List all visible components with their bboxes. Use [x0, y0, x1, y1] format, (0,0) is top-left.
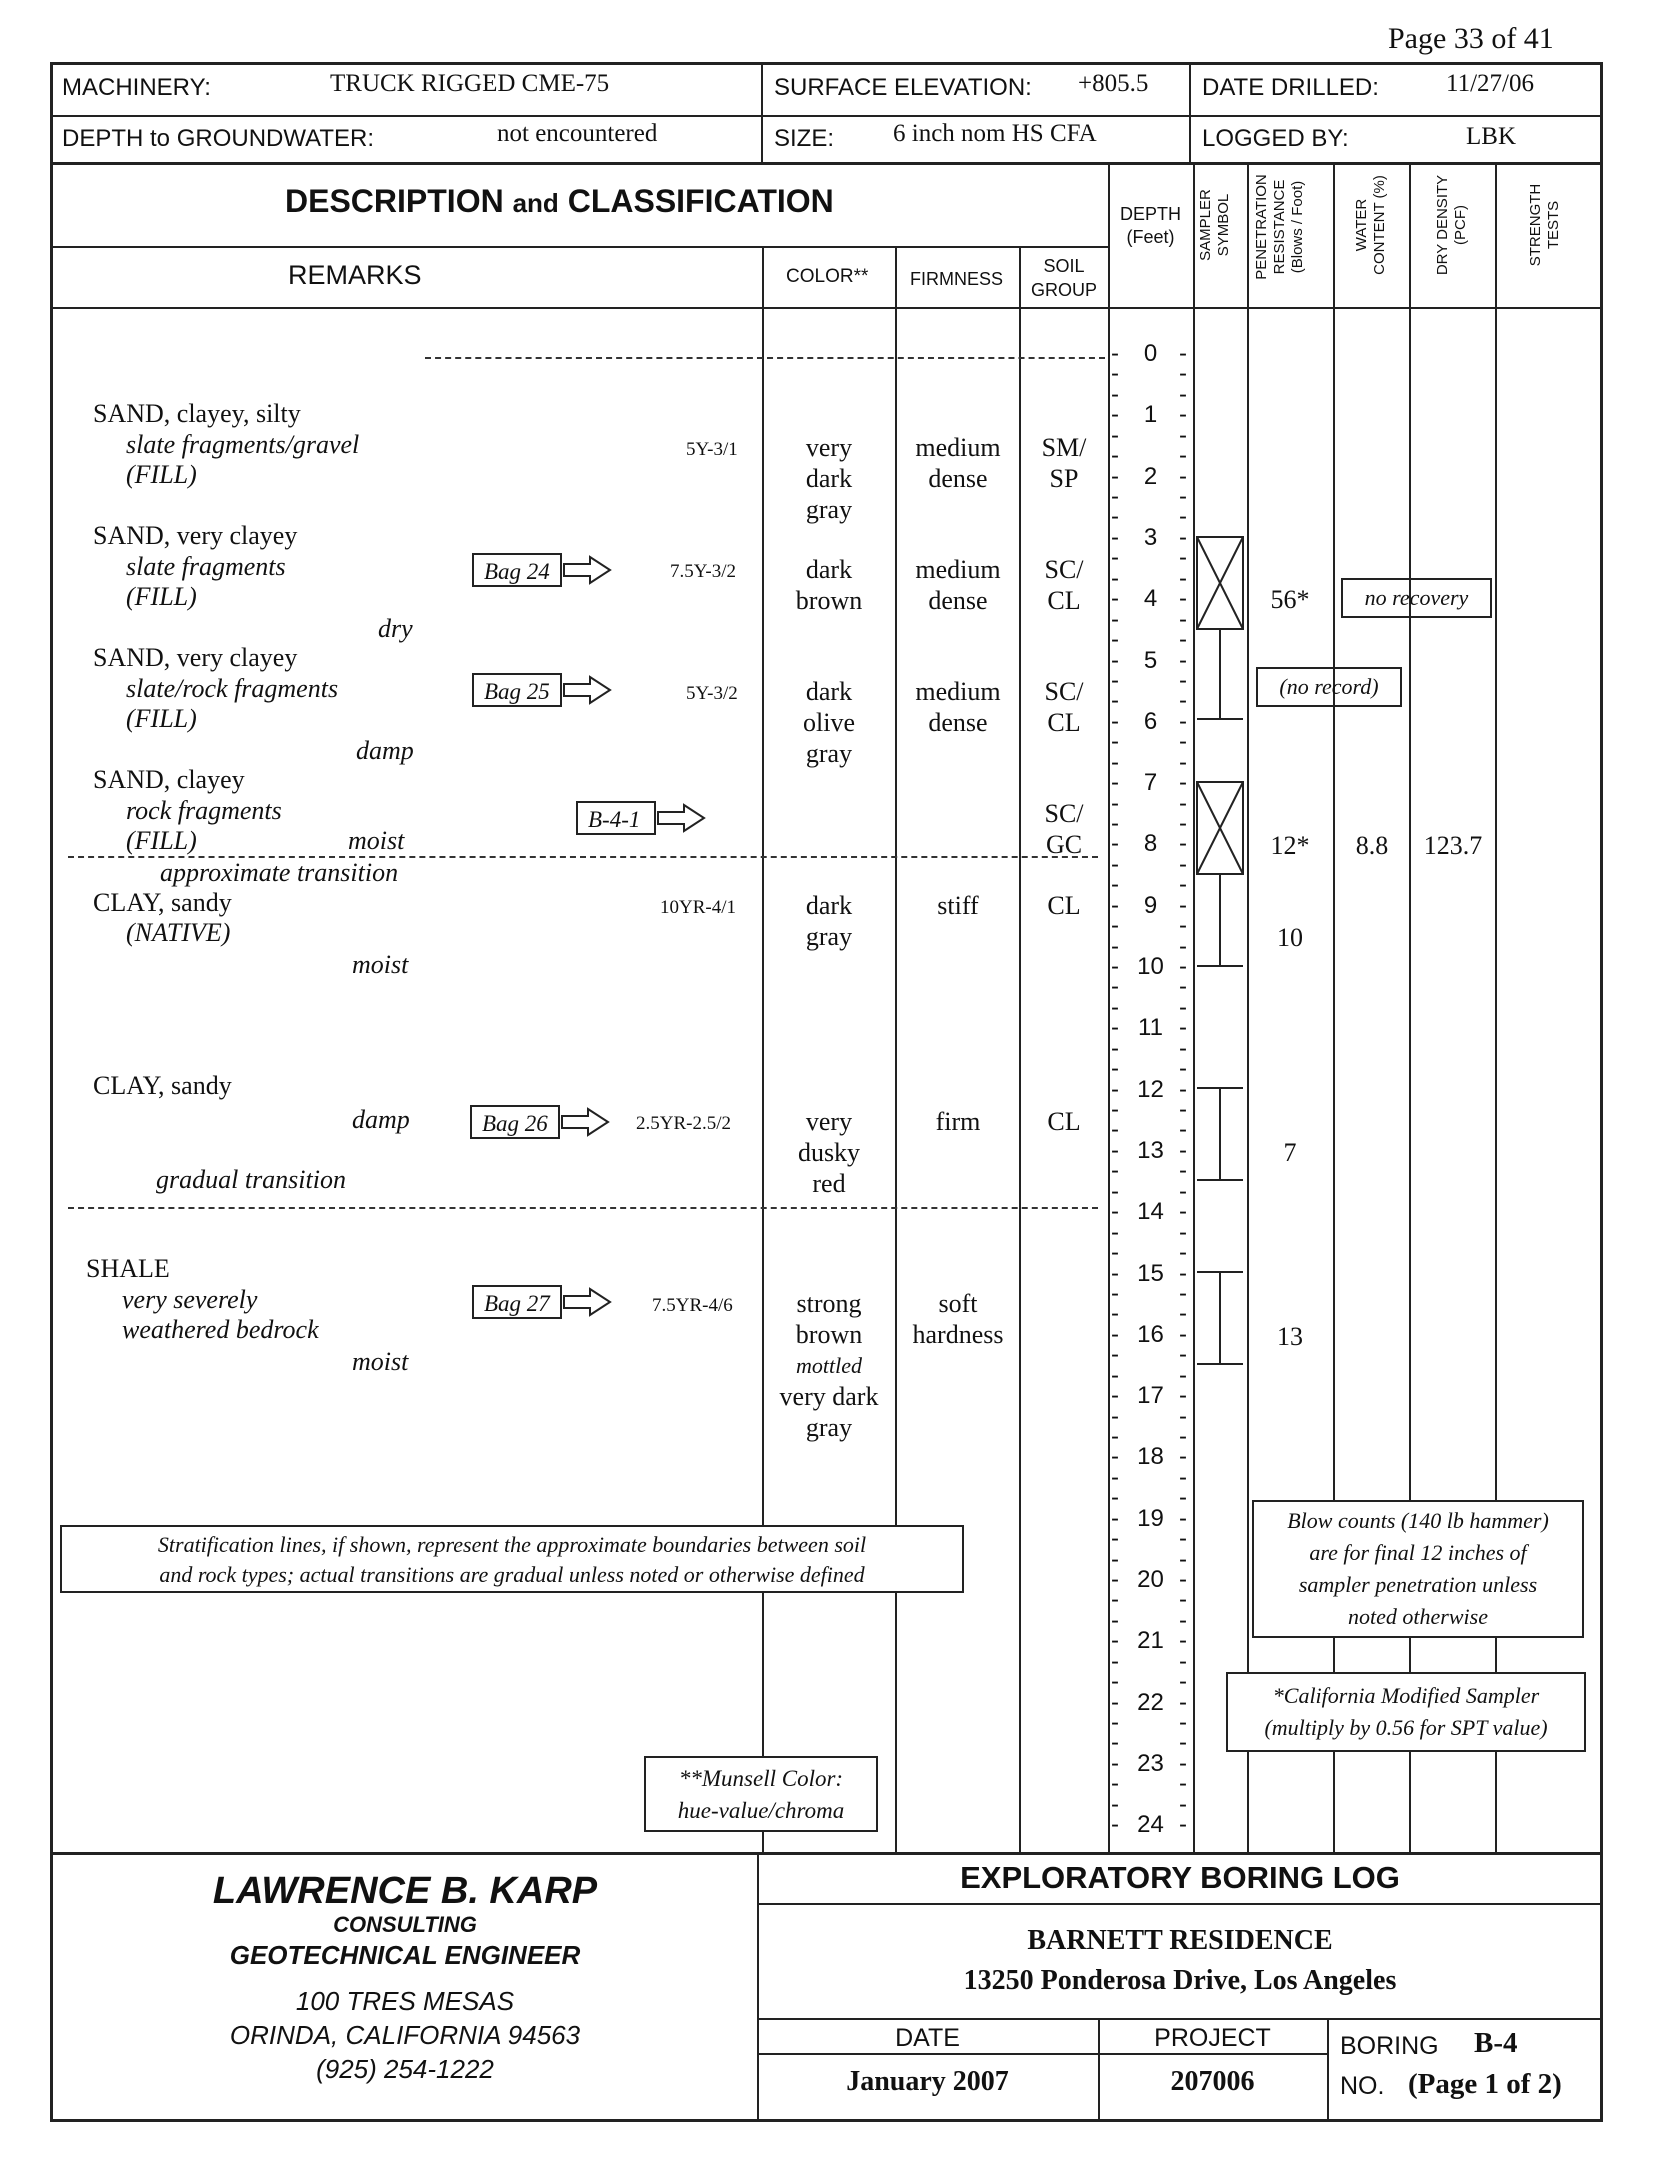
depth-tick: 13 [1137, 1136, 1164, 1164]
depth-tick-mark: - [1111, 401, 1119, 429]
date-value: January 2007 [846, 2066, 1009, 2097]
layer-3-fill: (FILL) [126, 704, 197, 733]
logged-by-value: LBK [1466, 123, 1516, 150]
depth-minor-mark: - [1179, 973, 1187, 1001]
depth-tick-mark: - [1179, 1688, 1187, 1716]
depth-minor-mark: - [1111, 993, 1119, 1021]
depth-minor-mark: - [1179, 1729, 1187, 1757]
depth-tick: 7 [1143, 769, 1158, 797]
depth-tick: 1 [1143, 401, 1158, 429]
depth-tick: 20 [1137, 1566, 1164, 1593]
layer-2-firmness: medium dense [915, 555, 1001, 615]
layer-1-fill: (FILL) [126, 460, 197, 489]
engineer-address-1: 100 TRES MESAS [295, 1986, 515, 2016]
depth-tick-mark: - [1111, 1811, 1119, 1839]
depth-tick-mark: - [1179, 707, 1187, 735]
depth-minor-mark: - [1111, 503, 1119, 531]
depth-minor-mark: - [1111, 421, 1119, 449]
depth-heading: DEPTH (Feet) [1119, 204, 1181, 247]
layer-6-group: CL [1047, 1107, 1081, 1136]
layer-4-moisture: moist [348, 826, 405, 855]
depth-tick-mark: - [1179, 646, 1187, 674]
depth-minor-mark: - [1179, 871, 1187, 899]
logged-by-label: LOGGED BY: [1202, 125, 1349, 152]
depth-minor-mark: - [1179, 1770, 1187, 1798]
depth-minor-mark: - [1111, 1463, 1119, 1491]
layer-2-name: SAND, very clayey [93, 521, 298, 550]
boring-page: (Page 1 of 2) [1408, 2068, 1562, 2100]
depth-tick: 17 [1137, 1382, 1164, 1410]
depth-minor-mark: - [1111, 544, 1119, 572]
depth-tick-mark: - [1179, 1382, 1187, 1410]
depth-minor-mark: - [1179, 912, 1187, 940]
depth-tick-mark: - [1111, 462, 1119, 490]
depth-minor-mark: - [1179, 1709, 1187, 1737]
depth-tick-mark: - [1179, 830, 1187, 858]
munsell-note: **Munsell Color: hue-value/chroma [644, 1756, 878, 1832]
depth-minor-mark: - [1179, 360, 1187, 388]
depth-minor-mark: - [1179, 1096, 1187, 1124]
engineer-phone: (925) 254-1222 [316, 2054, 494, 2084]
depth-minor-mark: - [1111, 973, 1119, 1001]
depth-tick-mark: - [1111, 1075, 1119, 1103]
depth-minor-mark: - [1111, 1239, 1119, 1267]
arrow-right-icon [562, 675, 612, 705]
depth-tick-mark: - [1179, 1320, 1187, 1348]
engineer-address-2: ORINDA, CALIFORNIA 94563 [229, 2020, 581, 2050]
depth-minor-mark: - [1179, 1239, 1187, 1267]
layer-7-detail-2: weathered bedrock [122, 1315, 319, 1344]
depth-tick-mark: - [1111, 1504, 1119, 1532]
page-number: Page 33 of 41 [1388, 22, 1554, 55]
depth-tick-mark: - [1111, 707, 1119, 735]
depth-tick-mark: - [1111, 585, 1119, 613]
depth-minor-mark: - [1111, 1341, 1119, 1369]
depth-minor-mark: - [1179, 1422, 1187, 1450]
layer-4-transition: approximate transition [160, 858, 399, 887]
depth-tick: 15 [1137, 1259, 1164, 1287]
depth-minor-mark: - [1179, 1606, 1187, 1634]
depth-minor-mark: - [1179, 564, 1187, 592]
layer-5-moisture: moist [352, 950, 409, 979]
depth-tick: 23 [1137, 1749, 1164, 1777]
depth-tick: 24 [1137, 1811, 1164, 1839]
layer-7-firmness: soft hardness [912, 1289, 1004, 1349]
layer-1-detail: slate fragments/gravel [126, 430, 360, 459]
depth-minor-mark: - [1179, 1279, 1187, 1307]
blows-16ft: 13 [1277, 1322, 1303, 1351]
depth-tick-mark: - [1111, 1566, 1119, 1593]
layer-2-moisture: dry [378, 614, 413, 643]
depth-minor-mark: - [1179, 1218, 1187, 1246]
depth-tick-mark: - [1179, 523, 1187, 551]
surface-elevation-value: +805.5 [1078, 70, 1149, 97]
depth-minor-mark: - [1111, 626, 1119, 654]
description-classification-heading: DESCRIPTION and CLASSIFICATION [285, 183, 834, 219]
depth-minor-mark: - [1111, 1177, 1119, 1205]
layer-3-name: SAND, very clayey [93, 643, 298, 672]
layer-2-detail: slate fragments [126, 552, 286, 581]
depth-minor-mark: - [1111, 728, 1119, 756]
depth-tick: 19 [1137, 1504, 1164, 1532]
layer-4-name: SAND, clayey [93, 765, 245, 794]
project-name: BARNETT RESIDENCE [1027, 1925, 1333, 1956]
depth-tick: 5 [1143, 646, 1158, 674]
depth-tick-mark: - [1111, 1749, 1119, 1777]
color-heading: COLOR** [786, 266, 869, 287]
blow-count-note: Blow counts (140 lb hammer) are for final 12 inches of sampler penetration unless noted otherwise [1252, 1500, 1584, 1638]
date-label: DATE [895, 2024, 960, 2052]
layer-4-fill: (FILL) [126, 826, 197, 855]
depth-tick: 18 [1137, 1443, 1164, 1471]
layer-1-group: SM/ SP [1041, 433, 1087, 493]
layer-7-moisture: moist [352, 1347, 409, 1376]
water-content-8ft: 8.8 [1355, 831, 1389, 860]
depth-tick: 22 [1137, 1688, 1164, 1716]
depth-minor-mark: - [1111, 1116, 1119, 1144]
depth-minor-mark: - [1111, 442, 1119, 470]
depth-tick: 9 [1143, 891, 1158, 919]
depth-minor-mark: - [1111, 666, 1119, 694]
depth-minor-mark: - [1111, 687, 1119, 715]
depth-minor-mark: - [1179, 626, 1187, 654]
depth-minor-mark: - [1179, 1055, 1187, 1083]
depth-minor-mark: - [1111, 1218, 1119, 1246]
depth-minor-mark: - [1179, 544, 1187, 572]
size-label: SIZE: [774, 125, 835, 152]
depth-tick-mark: - [1179, 1443, 1187, 1471]
layer-5-native: (NATIVE) [126, 918, 231, 947]
depth-tick-mark: - [1111, 1198, 1119, 1226]
depth-minor-mark: - [1179, 1790, 1187, 1818]
depth-minor-mark: - [1111, 1402, 1119, 1430]
depth-tick-mark: - [1111, 769, 1119, 797]
depth-minor-mark: - [1179, 421, 1187, 449]
depth-tick: 2 [1143, 462, 1158, 490]
layer-4-group: SC/ GC [1044, 799, 1084, 859]
depth-minor-mark: - [1111, 483, 1119, 511]
depth-tick: 12 [1137, 1075, 1164, 1103]
layer-4-detail: rock fragments [126, 796, 282, 825]
engineer-title: GEOTECHNICAL ENGINEER [229, 1940, 581, 1970]
depth-tick-mark: - [1111, 523, 1119, 551]
depth-minor-mark: - [1179, 932, 1187, 960]
depth-minor-mark: - [1179, 1668, 1187, 1696]
depth-tick-mark: - [1111, 340, 1119, 367]
date-drilled-value: 11/27/06 [1446, 70, 1534, 97]
boring-no-label: NO. [1340, 2072, 1385, 2100]
depth-tick-mark: - [1179, 1811, 1187, 1839]
no-record-note: (no record) [1256, 667, 1402, 707]
bag-24-tag: Bag 24 [472, 553, 612, 587]
depth-tick-mark: - [1179, 1198, 1187, 1226]
depth-tick-mark: - [1179, 585, 1187, 613]
layer-7-color: strong brown mottled very dark gray [779, 1289, 879, 1442]
engineer-consulting: CONSULTING [333, 1912, 477, 1937]
boring-label: BORING [1340, 2032, 1439, 2060]
arrow-right-icon [562, 555, 612, 585]
depth-tick-mark: - [1111, 1320, 1119, 1348]
depth-minor-mark: - [1179, 728, 1187, 756]
layer-6-munsell: 2.5YR-2.5/2 [636, 1113, 731, 1134]
depth-tick-mark: - [1111, 830, 1119, 858]
depth-minor-mark: - [1111, 1729, 1119, 1757]
bag-b41-tag: B-4-1 [576, 801, 706, 835]
layer-1-munsell: 5Y-3/1 [686, 439, 738, 460]
depth-tick: 3 [1143, 523, 1158, 551]
depth-minor-mark: - [1111, 1647, 1119, 1675]
depth-minor-mark: - [1179, 1034, 1187, 1062]
depth-minor-mark: - [1111, 1525, 1119, 1553]
groundwater-label: DEPTH to GROUNDWATER: [62, 125, 375, 152]
arrow-right-icon [656, 803, 706, 833]
date-drilled-label: DATE DRILLED: [1202, 74, 1379, 101]
depth-minor-mark: - [1111, 1709, 1119, 1737]
layer-7-name: SHALE [86, 1254, 170, 1283]
depth-minor-mark: - [1111, 1606, 1119, 1634]
depth-minor-mark: - [1111, 1484, 1119, 1512]
depth-minor-mark: - [1179, 605, 1187, 633]
depth-tick: 21 [1137, 1627, 1164, 1655]
depth-minor-mark: - [1111, 380, 1119, 408]
depth-minor-mark: - [1179, 1484, 1187, 1512]
depth-tick-mark: - [1179, 340, 1187, 367]
depth-minor-mark: - [1179, 687, 1187, 715]
depth-minor-mark: - [1179, 1647, 1187, 1675]
depth-minor-mark: - [1179, 1341, 1187, 1369]
layer-3-firmness: medium dense [915, 677, 1001, 737]
depth-tick-mark: - [1111, 1688, 1119, 1716]
blows-8ft: 12* [1270, 831, 1310, 860]
layer-6-name: CLAY, sandy [93, 1071, 232, 1100]
layer-6-moisture: damp [352, 1105, 410, 1134]
depth-tick-mark: - [1111, 1443, 1119, 1471]
depth-minor-mark: - [1179, 1525, 1187, 1553]
depth-tick-mark: - [1111, 1382, 1119, 1410]
no-recovery-note: no recovery [1341, 578, 1492, 618]
depth-minor-mark: - [1111, 1790, 1119, 1818]
layer-5-munsell: 10YR-4/1 [660, 897, 736, 918]
depth-tick: 11 [1138, 1014, 1163, 1042]
arrow-right-icon [560, 1107, 610, 1137]
depth-tick-mark: - [1179, 1136, 1187, 1164]
water-content-heading: WATER CONTENT (%) [1353, 175, 1388, 275]
depth-tick-mark: - [1179, 1259, 1187, 1287]
depth-minor-mark: - [1179, 1177, 1187, 1205]
layer-1-color: very dark gray [805, 433, 853, 524]
depth-tick-mark: - [1111, 953, 1119, 980]
penetration-heading: PENETRATION RESISTANCE (Blows / Foot) [1253, 174, 1306, 280]
depth-minor-mark: - [1111, 932, 1119, 960]
depth-minor-mark: - [1179, 789, 1187, 817]
depth-minor-mark: - [1111, 748, 1119, 776]
depth-minor-mark: - [1111, 605, 1119, 633]
depth-tick-mark: - [1179, 953, 1187, 980]
depth-minor-mark: - [1179, 1116, 1187, 1144]
depth-tick-mark: - [1179, 401, 1187, 429]
project-label: PROJECT [1154, 2024, 1271, 2052]
layer-2-munsell: 7.5Y-3/2 [670, 561, 736, 582]
layer-5-firmness: stiff [937, 891, 979, 920]
depth-minor-mark: - [1111, 1279, 1119, 1307]
project-address: 13250 Ponderosa Drive, Los Angeles [963, 1965, 1397, 1996]
california-sampler-note: *California Modified Sampler (multiply by 0.56 for SPT value) [1226, 1672, 1586, 1752]
depth-tick: 6 [1143, 707, 1158, 735]
depth-tick-mark: - [1111, 1627, 1119, 1655]
machinery-value: TRUCK RIGGED CME-75 [330, 70, 610, 97]
project-number: 207006 [1170, 2066, 1255, 2097]
depth-tick-mark: - [1179, 1627, 1187, 1655]
dry-density-heading: DRY DENSITY (PCF) [1434, 174, 1469, 276]
depth-tick-mark: - [1111, 1014, 1119, 1042]
depth-tick-mark: - [1179, 891, 1187, 919]
layer-1-name: SAND, clayey, silty [93, 399, 301, 428]
depth-tick-mark: - [1111, 1259, 1119, 1287]
depth-minor-mark: - [1111, 564, 1119, 592]
depth-minor-mark: - [1111, 1096, 1119, 1124]
depth-minor-mark: - [1179, 503, 1187, 531]
stratification-note: Stratification lines, if shown, represent the approximate boundaries between soil and rock types; actual transitions are gradual unless noted or otherwise defined [60, 1525, 964, 1593]
remarks-heading: REMARKS [288, 260, 422, 290]
groundwater-value: not encountered [497, 120, 658, 147]
machinery-label: MACHINERY: [62, 74, 211, 101]
depth-minor-mark: - [1111, 1034, 1119, 1062]
bag-26-tag: Bag 26 [470, 1105, 610, 1139]
soil-group-heading: SOIL GROUP [1030, 256, 1097, 300]
depth-minor-mark: - [1179, 666, 1187, 694]
bag-25-tag: Bag 25 [472, 673, 612, 707]
depth-minor-mark: - [1111, 360, 1119, 388]
depth-minor-mark: - [1111, 1545, 1119, 1573]
layer-2-group: SC/ CL [1044, 555, 1084, 615]
depth-tick-mark: - [1179, 1014, 1187, 1042]
layer-1-firmness: medium dense [915, 433, 1001, 493]
depth-minor-mark: - [1179, 1545, 1187, 1573]
depth-minor-mark: - [1111, 1422, 1119, 1450]
layer-6-firmness: firm [935, 1107, 981, 1136]
engineer-name: LAWRENCE B. KARP [212, 1870, 598, 1912]
depth-minor-mark: - [1179, 483, 1187, 511]
depth-tick-mark: - [1179, 769, 1187, 797]
layer-7-detail: very severely [122, 1285, 258, 1314]
layer-3-color: dark olive gray [803, 677, 855, 768]
layer-2-color: dark brown [795, 555, 863, 615]
depth-tick-mark: - [1179, 1504, 1187, 1532]
surface-elevation-label: SURFACE ELEVATION: [774, 74, 1032, 101]
depth-tick-mark: - [1179, 1749, 1187, 1777]
depth-minor-mark: - [1111, 1055, 1119, 1083]
depth-tick: 4 [1143, 585, 1158, 613]
depth-minor-mark: - [1111, 789, 1119, 817]
depth-minor-mark: - [1179, 1586, 1187, 1614]
strength-tests-heading: STRENGTH TESTS [1527, 183, 1562, 267]
depth-minor-mark: - [1179, 993, 1187, 1021]
depth-minor-mark: - [1111, 1300, 1119, 1328]
blows-13ft: 7 [1283, 1138, 1297, 1167]
depth-minor-mark: - [1179, 748, 1187, 776]
layer-3-group: SC/ CL [1044, 677, 1084, 737]
depth-tick: 0 [1143, 340, 1158, 367]
depth-tick-mark: - [1179, 1075, 1187, 1103]
layer-2-fill: (FILL) [126, 582, 197, 611]
depth-tick: 14 [1137, 1198, 1164, 1226]
log-title: EXPLORATORY BORING LOG [960, 1860, 1400, 1895]
depth-minor-mark: - [1179, 809, 1187, 837]
depth-tick: 8 [1143, 830, 1158, 858]
depth-minor-mark: - [1179, 1402, 1187, 1430]
blows-4ft: 56* [1270, 585, 1310, 614]
layer-5-color: dark gray [805, 891, 853, 951]
depth-tick-mark: - [1111, 646, 1119, 674]
firmness-heading: FIRMNESS [910, 269, 1004, 289]
depth-minor-mark: - [1111, 809, 1119, 837]
depth-minor-mark: - [1179, 1361, 1187, 1389]
boring-number: B-4 [1474, 2027, 1518, 2059]
layer-7-munsell: 7.5YR-4/6 [652, 1295, 733, 1316]
depth-minor-mark: - [1179, 442, 1187, 470]
depth-minor-mark: - [1179, 380, 1187, 408]
sampler-symbols [1193, 310, 1247, 1850]
depth-minor-mark: - [1179, 1300, 1187, 1328]
size-value: 6 inch nom HS CFA [893, 120, 1097, 147]
depth-minor-mark: - [1111, 1770, 1119, 1798]
blows-9ft: 10 [1277, 923, 1303, 952]
depth-minor-mark: - [1111, 1668, 1119, 1696]
depth-minor-mark: - [1111, 912, 1119, 940]
layer-3-moisture: damp [356, 736, 414, 765]
arrow-right-icon [562, 1287, 612, 1317]
layer-6-transition: gradual transition [156, 1165, 346, 1194]
depth-tick-mark: - [1111, 891, 1119, 919]
depth-minor-mark: - [1179, 850, 1187, 878]
layer-3-detail: slate/rock fragments [126, 674, 339, 703]
layer-6-color: very dusky red [797, 1107, 861, 1198]
depth-minor-mark: - [1111, 1586, 1119, 1614]
layer-5-group: CL [1047, 891, 1081, 920]
depth-minor-mark: - [1179, 1463, 1187, 1491]
depth-tick-mark: - [1179, 1566, 1187, 1593]
depth-minor-mark: - [1111, 871, 1119, 899]
bag-27-tag: Bag 27 [472, 1285, 612, 1319]
sampler-symbol-heading: SAMPLER SYMBOL [1197, 189, 1232, 261]
depth-tick-mark: - [1179, 462, 1187, 490]
layer-5-name: CLAY, sandy [93, 888, 232, 917]
depth-tick-mark: - [1111, 1136, 1119, 1164]
depth-tick: 16 [1137, 1320, 1164, 1348]
depth-minor-mark: - [1111, 1157, 1119, 1185]
layer-3-munsell: 5Y-3/2 [686, 683, 738, 704]
depth-minor-mark: - [1179, 1157, 1187, 1185]
depth-tick: 10 [1137, 953, 1164, 980]
dry-density-8ft: 123.7 [1423, 831, 1483, 860]
depth-minor-mark: - [1111, 850, 1119, 878]
depth-minor-mark: - [1111, 1361, 1119, 1389]
